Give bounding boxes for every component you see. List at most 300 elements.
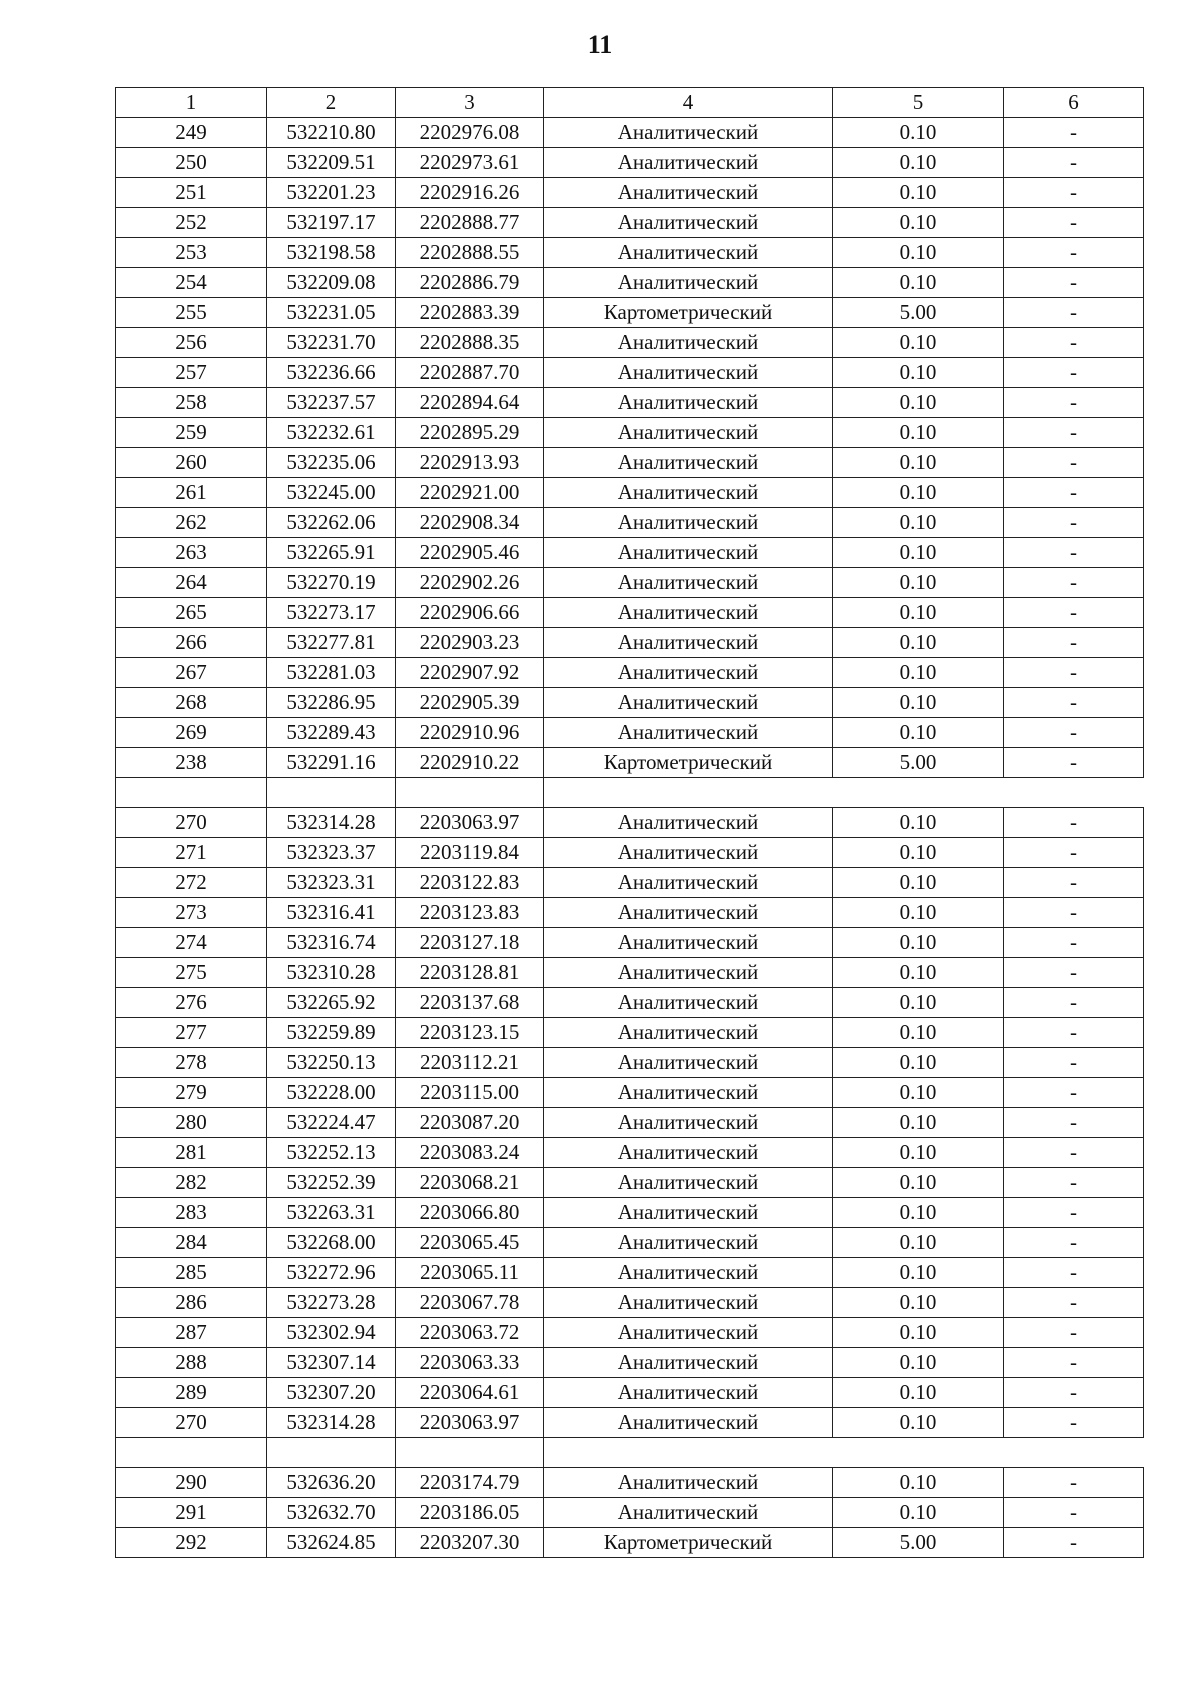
note-cell: -	[1004, 688, 1144, 718]
table-row	[116, 118, 1144, 148]
y-coordinate-cell: 2202910.22	[396, 748, 544, 778]
y-coordinate-cell: 2202976.08	[396, 118, 544, 148]
y-coordinate-cell: 2203063.33	[396, 1348, 544, 1378]
note-cell: -	[1004, 508, 1144, 538]
accuracy-cell: 0.10	[833, 1018, 1004, 1048]
accuracy-cell: 0.10	[833, 1078, 1004, 1108]
table-row	[116, 628, 1144, 658]
table-row	[116, 808, 1144, 838]
accuracy-cell: 0.10	[833, 508, 1004, 538]
y-coordinate-cell: 2202883.39	[396, 298, 544, 328]
table-row	[116, 1288, 1144, 1318]
point-number-cell: 267	[116, 658, 267, 688]
method-cell: Картометрический	[544, 748, 833, 778]
note-cell: -	[1004, 1348, 1144, 1378]
table-row	[116, 538, 1144, 568]
x-coordinate-cell: 532265.92	[267, 988, 396, 1018]
point-number-cell: 281	[116, 1138, 267, 1168]
method-cell: Аналитический	[544, 988, 833, 1018]
accuracy-cell: 0.10	[833, 838, 1004, 868]
accuracy-cell: 0.10	[833, 538, 1004, 568]
y-coordinate-cell: 2203063.97	[396, 808, 544, 838]
method-cell: Аналитический	[544, 1138, 833, 1168]
x-coordinate-cell: 532198.58	[267, 238, 396, 268]
point-number-cell: 270	[116, 1408, 267, 1438]
point-number-cell: 271	[116, 838, 267, 868]
accuracy-cell: 0.10	[833, 178, 1004, 208]
x-coordinate-cell: 532228.00	[267, 1078, 396, 1108]
y-coordinate-cell: 2203207.30	[396, 1528, 544, 1558]
accuracy-cell: 0.10	[833, 238, 1004, 268]
separator-cell	[116, 1438, 267, 1468]
table-row	[116, 418, 1144, 448]
table-row	[116, 568, 1144, 598]
note-cell: -	[1004, 958, 1144, 988]
method-cell: Аналитический	[544, 1468, 833, 1498]
x-coordinate-cell: 532224.47	[267, 1108, 396, 1138]
separator-cell	[544, 778, 1144, 808]
method-cell: Аналитический	[544, 1198, 833, 1228]
y-coordinate-cell: 2203067.78	[396, 1288, 544, 1318]
accuracy-cell: 0.10	[833, 118, 1004, 148]
point-number-cell: 257	[116, 358, 267, 388]
accuracy-cell: 0.10	[833, 1288, 1004, 1318]
note-cell: -	[1004, 1288, 1144, 1318]
x-coordinate-cell: 532302.94	[267, 1318, 396, 1348]
accuracy-cell: 0.10	[833, 328, 1004, 358]
table-row	[116, 1468, 1144, 1498]
y-coordinate-cell: 2202895.29	[396, 418, 544, 448]
y-coordinate-cell: 2203063.72	[396, 1318, 544, 1348]
y-coordinate-cell: 2202888.55	[396, 238, 544, 268]
table-row	[116, 178, 1144, 208]
table-row	[116, 1258, 1144, 1288]
note-cell: -	[1004, 1528, 1144, 1558]
y-coordinate-cell: 2202906.66	[396, 598, 544, 628]
method-cell: Аналитический	[544, 1228, 833, 1258]
note-cell: -	[1004, 1168, 1144, 1198]
y-coordinate-cell: 2203174.79	[396, 1468, 544, 1498]
header-cell-4: 4	[544, 88, 833, 118]
y-coordinate-cell: 2203127.18	[396, 928, 544, 958]
coordinates-table	[115, 87, 1144, 1558]
point-number-cell: 290	[116, 1468, 267, 1498]
note-cell: -	[1004, 718, 1144, 748]
point-number-cell: 288	[116, 1348, 267, 1378]
point-number-cell: 287	[116, 1318, 267, 1348]
table-row	[116, 388, 1144, 418]
accuracy-cell: 0.10	[833, 208, 1004, 238]
y-coordinate-cell: 2202902.26	[396, 568, 544, 598]
accuracy-cell: 0.10	[833, 1048, 1004, 1078]
table-row	[116, 1228, 1144, 1258]
table-row	[116, 328, 1144, 358]
x-coordinate-cell: 532236.66	[267, 358, 396, 388]
y-coordinate-cell: 2202903.23	[396, 628, 544, 658]
method-cell: Аналитический	[544, 1258, 833, 1288]
y-coordinate-cell: 2202910.96	[396, 718, 544, 748]
note-cell: -	[1004, 1108, 1144, 1138]
note-cell: -	[1004, 868, 1144, 898]
x-coordinate-cell: 532286.95	[267, 688, 396, 718]
table-row	[116, 268, 1144, 298]
separator-row	[116, 1438, 1144, 1468]
point-number-cell: 253	[116, 238, 267, 268]
accuracy-cell: 0.10	[833, 628, 1004, 658]
accuracy-cell: 0.10	[833, 1468, 1004, 1498]
table-row	[116, 148, 1144, 178]
accuracy-cell: 0.10	[833, 1228, 1004, 1258]
note-cell: -	[1004, 658, 1144, 688]
x-coordinate-cell: 532235.06	[267, 448, 396, 478]
table-row	[116, 1108, 1144, 1138]
x-coordinate-cell: 532231.70	[267, 328, 396, 358]
header-row	[116, 88, 1144, 118]
method-cell: Аналитический	[544, 358, 833, 388]
accuracy-cell: 0.10	[833, 568, 1004, 598]
table-row	[116, 298, 1144, 328]
y-coordinate-cell: 2203064.61	[396, 1378, 544, 1408]
table-header	[116, 88, 1144, 118]
table-row	[116, 928, 1144, 958]
x-coordinate-cell: 532323.37	[267, 838, 396, 868]
x-coordinate-cell: 532632.70	[267, 1498, 396, 1528]
y-coordinate-cell: 2202908.34	[396, 508, 544, 538]
point-number-cell: 264	[116, 568, 267, 598]
note-cell: -	[1004, 328, 1144, 358]
y-coordinate-cell: 2203065.45	[396, 1228, 544, 1258]
point-number-cell: 291	[116, 1498, 267, 1528]
note-cell: -	[1004, 1378, 1144, 1408]
x-coordinate-cell: 532252.39	[267, 1168, 396, 1198]
separator-cell	[116, 778, 267, 808]
y-coordinate-cell: 2203083.24	[396, 1138, 544, 1168]
accuracy-cell: 0.10	[833, 808, 1004, 838]
note-cell: -	[1004, 1468, 1144, 1498]
x-coordinate-cell: 532210.80	[267, 118, 396, 148]
point-number-cell: 251	[116, 178, 267, 208]
y-coordinate-cell: 2202888.35	[396, 328, 544, 358]
method-cell: Аналитический	[544, 208, 833, 238]
note-cell: -	[1004, 148, 1144, 178]
note-cell: -	[1004, 418, 1144, 448]
note-cell: -	[1004, 988, 1144, 1018]
x-coordinate-cell: 532307.20	[267, 1378, 396, 1408]
point-number-cell: 252	[116, 208, 267, 238]
point-number-cell: 259	[116, 418, 267, 448]
point-number-cell: 275	[116, 958, 267, 988]
point-number-cell: 265	[116, 598, 267, 628]
y-coordinate-cell: 2202916.26	[396, 178, 544, 208]
x-coordinate-cell: 532250.13	[267, 1048, 396, 1078]
point-number-cell: 274	[116, 928, 267, 958]
table-row	[116, 478, 1144, 508]
point-number-cell: 261	[116, 478, 267, 508]
x-coordinate-cell: 532237.57	[267, 388, 396, 418]
note-cell: -	[1004, 1078, 1144, 1108]
method-cell: Аналитический	[544, 628, 833, 658]
y-coordinate-cell: 2202894.64	[396, 388, 544, 418]
accuracy-cell: 0.10	[833, 1318, 1004, 1348]
method-cell: Аналитический	[544, 658, 833, 688]
y-coordinate-cell: 2202973.61	[396, 148, 544, 178]
y-coordinate-cell: 2203115.00	[396, 1078, 544, 1108]
x-coordinate-cell: 532310.28	[267, 958, 396, 988]
note-cell: -	[1004, 478, 1144, 508]
accuracy-cell: 5.00	[833, 298, 1004, 328]
table-row	[116, 1198, 1144, 1228]
accuracy-cell: 0.10	[833, 148, 1004, 178]
accuracy-cell: 0.10	[833, 478, 1004, 508]
table-row	[116, 1318, 1144, 1348]
x-coordinate-cell: 532273.17	[267, 598, 396, 628]
point-number-cell: 263	[116, 538, 267, 568]
x-coordinate-cell: 532291.16	[267, 748, 396, 778]
note-cell: -	[1004, 808, 1144, 838]
point-number-cell: 280	[116, 1108, 267, 1138]
method-cell: Аналитический	[544, 388, 833, 418]
method-cell: Картометрический	[544, 298, 833, 328]
x-coordinate-cell: 532252.13	[267, 1138, 396, 1168]
point-number-cell: 292	[116, 1528, 267, 1558]
accuracy-cell: 5.00	[833, 748, 1004, 778]
note-cell: -	[1004, 748, 1144, 778]
note-cell: -	[1004, 568, 1144, 598]
accuracy-cell: 0.10	[833, 358, 1004, 388]
method-cell: Аналитический	[544, 1108, 833, 1138]
method-cell: Аналитический	[544, 1378, 833, 1408]
note-cell: -	[1004, 628, 1144, 658]
point-number-cell: 276	[116, 988, 267, 1018]
accuracy-cell: 0.10	[833, 1498, 1004, 1528]
table-row	[116, 658, 1144, 688]
y-coordinate-cell: 2203063.97	[396, 1408, 544, 1438]
point-number-cell: 249	[116, 118, 267, 148]
table-row	[116, 508, 1144, 538]
table-row	[116, 748, 1144, 778]
accuracy-cell: 0.10	[833, 1198, 1004, 1228]
table-row	[116, 1348, 1144, 1378]
method-cell: Аналитический	[544, 1048, 833, 1078]
x-coordinate-cell: 532289.43	[267, 718, 396, 748]
method-cell: Аналитический	[544, 1348, 833, 1378]
method-cell: Аналитический	[544, 838, 833, 868]
method-cell: Аналитический	[544, 448, 833, 478]
accuracy-cell: 5.00	[833, 1528, 1004, 1558]
method-cell: Аналитический	[544, 1078, 833, 1108]
table-row	[116, 1078, 1144, 1108]
y-coordinate-cell: 2203123.15	[396, 1018, 544, 1048]
table-row	[116, 358, 1144, 388]
note-cell: -	[1004, 928, 1144, 958]
point-number-cell: 256	[116, 328, 267, 358]
accuracy-cell: 0.10	[833, 658, 1004, 688]
method-cell: Аналитический	[544, 868, 833, 898]
x-coordinate-cell: 532636.20	[267, 1468, 396, 1498]
point-number-cell: 277	[116, 1018, 267, 1048]
method-cell: Аналитический	[544, 598, 833, 628]
note-cell: -	[1004, 238, 1144, 268]
table-row	[116, 1018, 1144, 1048]
accuracy-cell: 0.10	[833, 1378, 1004, 1408]
y-coordinate-cell: 2203137.68	[396, 988, 544, 1018]
method-cell: Аналитический	[544, 718, 833, 748]
method-cell: Аналитический	[544, 808, 833, 838]
table-row	[116, 718, 1144, 748]
y-coordinate-cell: 2203065.11	[396, 1258, 544, 1288]
page-number: 11	[587, 30, 613, 59]
note-cell: -	[1004, 1228, 1144, 1258]
note-cell: -	[1004, 1498, 1144, 1528]
note-cell: -	[1004, 178, 1144, 208]
accuracy-cell: 0.10	[833, 898, 1004, 928]
accuracy-cell: 0.10	[833, 958, 1004, 988]
table-row	[116, 688, 1144, 718]
note-cell: -	[1004, 1018, 1144, 1048]
y-coordinate-cell: 2203119.84	[396, 838, 544, 868]
method-cell: Аналитический	[544, 268, 833, 298]
x-coordinate-cell: 532231.05	[267, 298, 396, 328]
table-row	[116, 1378, 1144, 1408]
point-number-cell: 283	[116, 1198, 267, 1228]
y-coordinate-cell: 2203186.05	[396, 1498, 544, 1528]
accuracy-cell: 0.10	[833, 868, 1004, 898]
table-row	[116, 208, 1144, 238]
note-cell: -	[1004, 208, 1144, 238]
separator-cell	[544, 1438, 1144, 1468]
x-coordinate-cell: 532265.91	[267, 538, 396, 568]
method-cell: Аналитический	[544, 928, 833, 958]
accuracy-cell: 0.10	[833, 1168, 1004, 1198]
x-coordinate-cell: 532262.06	[267, 508, 396, 538]
y-coordinate-cell: 2203068.21	[396, 1168, 544, 1198]
method-cell: Аналитический	[544, 568, 833, 598]
accuracy-cell: 0.10	[833, 268, 1004, 298]
y-coordinate-cell: 2202907.92	[396, 658, 544, 688]
note-cell: -	[1004, 838, 1144, 868]
x-coordinate-cell: 532316.74	[267, 928, 396, 958]
accuracy-cell: 0.10	[833, 988, 1004, 1018]
table-row	[116, 838, 1144, 868]
accuracy-cell: 0.10	[833, 1138, 1004, 1168]
accuracy-cell: 0.10	[833, 1258, 1004, 1288]
point-number-cell: 250	[116, 148, 267, 178]
method-cell: Аналитический	[544, 958, 833, 988]
accuracy-cell: 0.10	[833, 688, 1004, 718]
table-row	[116, 1498, 1144, 1528]
x-coordinate-cell: 532272.96	[267, 1258, 396, 1288]
header-cell-5: 5	[833, 88, 1004, 118]
point-number-cell: 285	[116, 1258, 267, 1288]
method-cell: Аналитический	[544, 238, 833, 268]
x-coordinate-cell: 532624.85	[267, 1528, 396, 1558]
x-coordinate-cell: 532281.03	[267, 658, 396, 688]
header-cell-1: 1	[116, 88, 267, 118]
x-coordinate-cell: 532201.23	[267, 178, 396, 208]
x-coordinate-cell: 532314.28	[267, 1408, 396, 1438]
accuracy-cell: 0.10	[833, 1348, 1004, 1378]
table-row	[116, 598, 1144, 628]
y-coordinate-cell: 2202887.70	[396, 358, 544, 388]
point-number-cell: 273	[116, 898, 267, 928]
x-coordinate-cell: 532209.51	[267, 148, 396, 178]
accuracy-cell: 0.10	[833, 448, 1004, 478]
note-cell: -	[1004, 358, 1144, 388]
x-coordinate-cell: 532263.31	[267, 1198, 396, 1228]
x-coordinate-cell: 532307.14	[267, 1348, 396, 1378]
method-cell: Аналитический	[544, 118, 833, 148]
y-coordinate-cell: 2202886.79	[396, 268, 544, 298]
point-number-cell: 260	[116, 448, 267, 478]
point-number-cell: 282	[116, 1168, 267, 1198]
separator-cell	[267, 778, 396, 808]
table-row	[116, 1528, 1144, 1558]
method-cell: Аналитический	[544, 1018, 833, 1048]
separator-cell	[267, 1438, 396, 1468]
separator-cell	[396, 778, 544, 808]
y-coordinate-cell: 2203087.20	[396, 1108, 544, 1138]
point-number-cell: 266	[116, 628, 267, 658]
y-coordinate-cell: 2203112.21	[396, 1048, 544, 1078]
point-number-cell: 268	[116, 688, 267, 718]
accuracy-cell: 0.10	[833, 1108, 1004, 1138]
header-cell-3: 3	[396, 88, 544, 118]
method-cell: Аналитический	[544, 688, 833, 718]
note-cell: -	[1004, 1048, 1144, 1078]
method-cell: Аналитический	[544, 538, 833, 568]
x-coordinate-cell: 532209.08	[267, 268, 396, 298]
point-number-cell: 254	[116, 268, 267, 298]
note-cell: -	[1004, 298, 1144, 328]
note-cell: -	[1004, 1198, 1144, 1228]
x-coordinate-cell: 532323.31	[267, 868, 396, 898]
method-cell: Аналитический	[544, 1168, 833, 1198]
header-cell-6: 6	[1004, 88, 1144, 118]
table-row	[116, 1168, 1144, 1198]
y-coordinate-cell: 2203066.80	[396, 1198, 544, 1228]
note-cell: -	[1004, 388, 1144, 418]
x-coordinate-cell: 532259.89	[267, 1018, 396, 1048]
x-coordinate-cell: 532232.61	[267, 418, 396, 448]
point-number-cell: 272	[116, 868, 267, 898]
point-number-cell: 270	[116, 808, 267, 838]
note-cell: -	[1004, 1408, 1144, 1438]
table-row	[116, 238, 1144, 268]
point-number-cell: 279	[116, 1078, 267, 1108]
method-cell: Аналитический	[544, 1408, 833, 1438]
y-coordinate-cell: 2203123.83	[396, 898, 544, 928]
accuracy-cell: 0.10	[833, 388, 1004, 418]
x-coordinate-cell: 532270.19	[267, 568, 396, 598]
point-number-cell: 286	[116, 1288, 267, 1318]
method-cell: Картометрический	[544, 1528, 833, 1558]
x-coordinate-cell: 532314.28	[267, 808, 396, 838]
table-row	[116, 868, 1144, 898]
point-number-cell: 284	[116, 1228, 267, 1258]
method-cell: Аналитический	[544, 1318, 833, 1348]
point-number-cell: 289	[116, 1378, 267, 1408]
table-row	[116, 1048, 1144, 1078]
x-coordinate-cell: 532268.00	[267, 1228, 396, 1258]
point-number-cell: 262	[116, 508, 267, 538]
method-cell: Аналитический	[544, 418, 833, 448]
accuracy-cell: 0.10	[833, 1408, 1004, 1438]
method-cell: Аналитический	[544, 328, 833, 358]
separator-row	[116, 778, 1144, 808]
note-cell: -	[1004, 448, 1144, 478]
y-coordinate-cell: 2202905.39	[396, 688, 544, 718]
accuracy-cell: 0.10	[833, 598, 1004, 628]
